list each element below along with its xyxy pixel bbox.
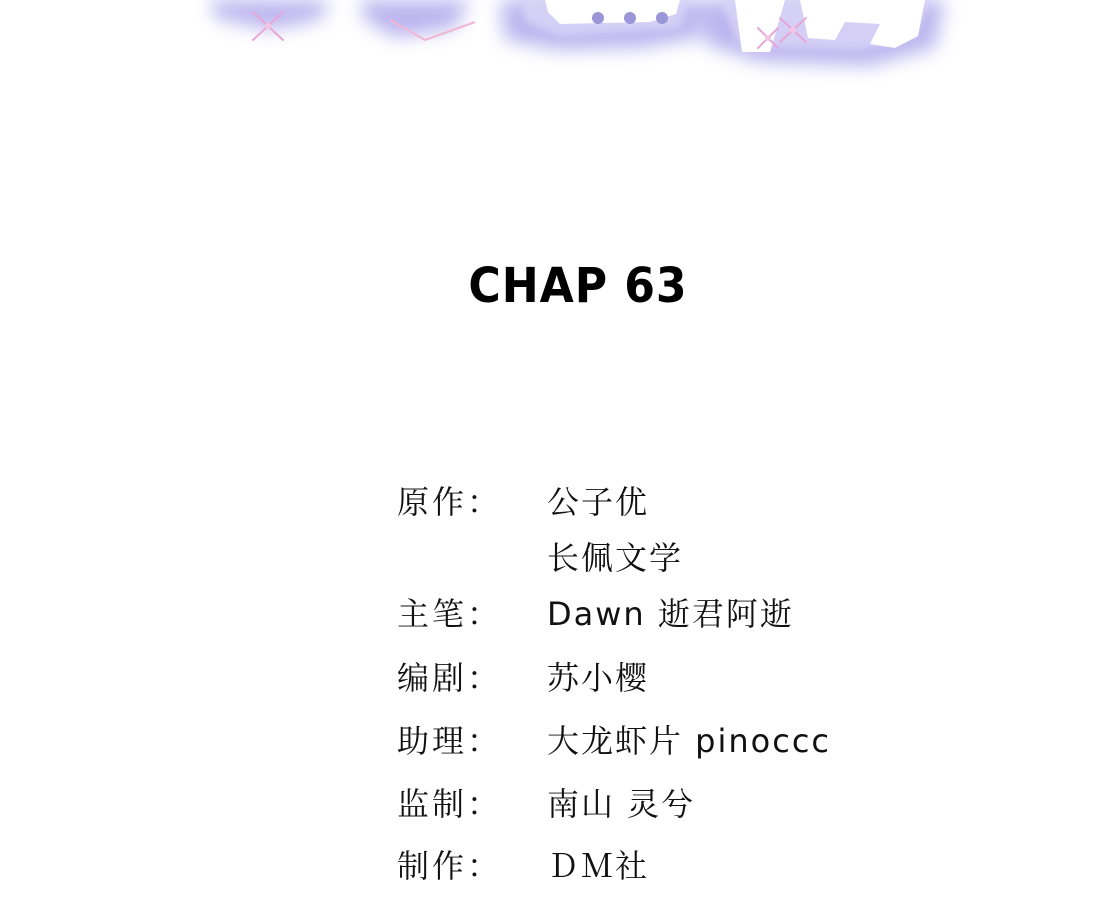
credits-block [397,0,997,900]
credit-value: 长佩文学 [547,539,684,577]
credit-label: 助理： [397,722,503,760]
credit-label: 监制： [397,785,503,823]
credit-label: 制作： [397,847,503,885]
credit-label: 原作： [397,483,503,521]
credit-value: 大龙虾片 pinoccc [547,722,832,760]
credit-label: 主笔： [397,595,503,633]
chapter-title: CHAP 63 [468,258,688,314]
credit-value: 公子优 [547,483,650,521]
credit-label: 编剧： [397,659,503,697]
credit-value: Dawn 逝君阿逝 [547,595,794,633]
credit-value: 南山 灵兮 [547,785,696,823]
credit-value: ＤＭ社 [547,847,650,885]
credit-value: 苏小樱 [547,659,650,697]
